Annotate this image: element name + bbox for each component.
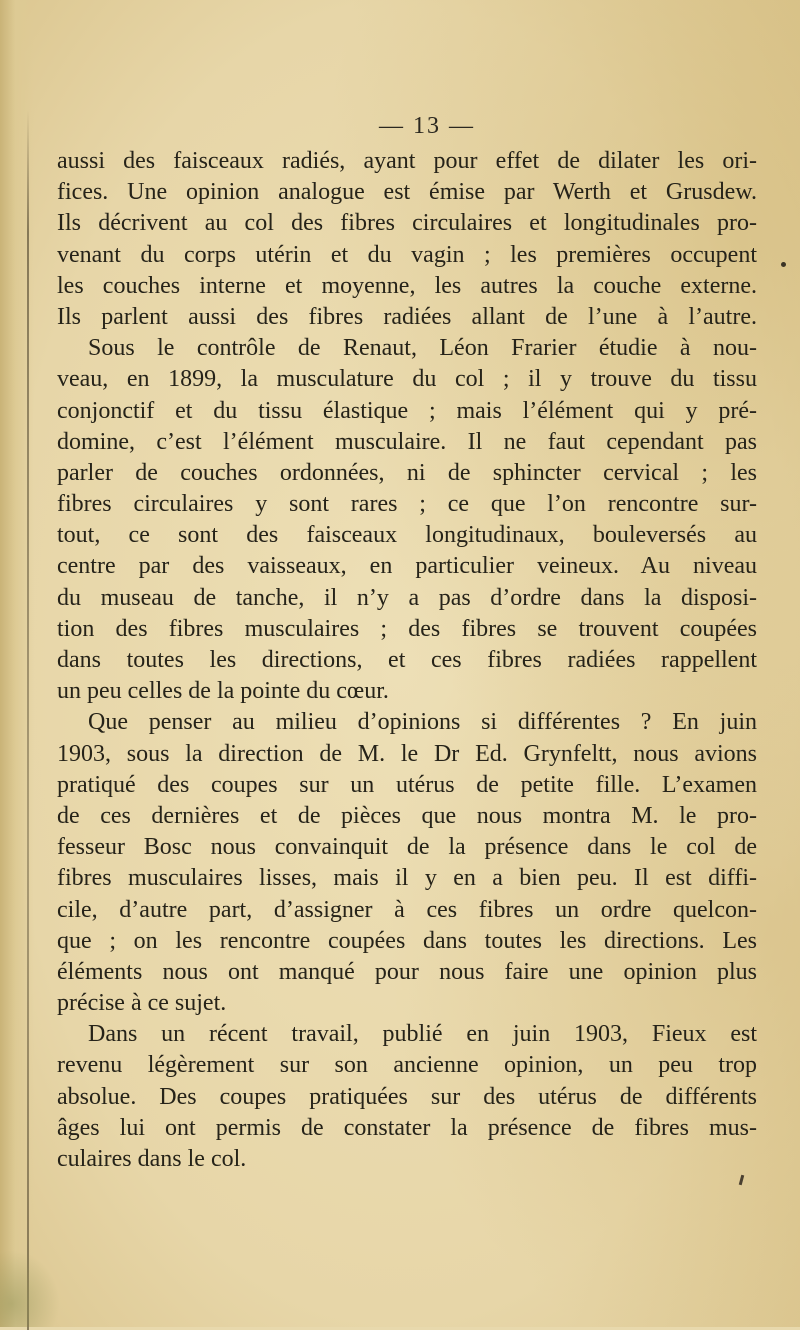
- text-line: domine, c’est l’élément musculaire. Il ne faut cependant pas: [57, 428, 757, 455]
- text-line: âges lui ont permis de constater la présence de fibres mus-: [57, 1114, 757, 1141]
- binding-shadow-line: [27, 110, 29, 1330]
- text-line: les couches interne et moyenne, les autres la couche externe.: [57, 272, 757, 299]
- text-line: centre par des vaisseaux, en particulier veineux. Au niveau: [57, 553, 757, 580]
- text-line: Ils décrivent au col des fibres circulaires et longitudinales pro-: [57, 210, 757, 237]
- text-line: un peu celles de la pointe du cœur.: [57, 678, 389, 705]
- text-line: revenu légèrement sur son ancienne opinion, un peu trop: [57, 1052, 757, 1079]
- text-line: veau, en 1899, la musculature du col ; il y trouve du tissu: [57, 366, 757, 393]
- paper-stain: [0, 1250, 60, 1327]
- text-line: éléments nous ont manqué pour nous faire une opinion plus: [57, 958, 757, 985]
- text-line: culaires dans le col.: [57, 1146, 247, 1172]
- text-line: venant du corps utérin et du vagin ; les premières occupent: [57, 241, 757, 268]
- text-line: fices. Une opinion analogue est émise par Werth et Grusdew.: [57, 179, 757, 206]
- text-line: précise à ce sujet.: [57, 990, 227, 1017]
- text-line: pratiqué des coupes sur un utérus de petite fille. L’examen: [57, 771, 757, 798]
- text-line: absolue. Des coupes pratiquées sur des utérus de différents: [57, 1083, 757, 1110]
- text-line: Que penser au milieu d’opinions si différentes ? En juin: [88, 709, 757, 736]
- page-number: — 13 —: [379, 113, 475, 139]
- text-line: cile, d’autre part, d’assigner à ces fibres un ordre quelcon-: [57, 896, 757, 923]
- text-line: aussi des faisceaux radiés, ayant pour effet de dilater les ori-: [57, 148, 757, 174]
- ink-speck: [781, 262, 786, 267]
- text-line: fesseur Bosc nous convainquit de la présence dans le col de: [57, 834, 757, 861]
- text-line: Ils parlent aussi des fibres radiées allant de l’une à l’autre.: [57, 303, 757, 330]
- text-line: tout, ce sont des faisceaux longitudinaux, bouleversés au: [57, 522, 757, 549]
- text-line: de ces dernières et de pièces que nous montra M. le pro-: [57, 802, 757, 829]
- text-line: parler de couches ordonnées, ni de sphincter cervical ; les: [57, 459, 757, 486]
- text-line: que ; on les rencontre coupées dans toutes les directions. Les: [57, 927, 757, 954]
- text-line: Dans un récent travail, publié en juin 1903, Fieux est: [88, 1021, 757, 1048]
- body-text: [57, 146, 757, 1175]
- pencil-mark: [739, 1175, 744, 1185]
- text-line: dans toutes les directions, et ces fibres radiées rappellent: [57, 647, 757, 673]
- text-line: conjonctif et du tissu élastique ; mais l’élément qui y pré-: [57, 397, 757, 424]
- text-line: Sous le contrôle de Renaut, Léon Frarier étudie à nou-: [88, 335, 757, 362]
- text-line: fibres musculaires lisses, mais il y en a bien peu. Il est diffi-: [57, 865, 757, 892]
- text-line: 1903, sous la direction de M. le Dr Ed. Grynfeltt, nous avions: [57, 740, 757, 767]
- text-line: du museau de tanche, il n’y a pas d’ordre dans la disposi-: [57, 584, 757, 611]
- text-line: fibres circulaires y sont rares ; ce que l’on rencontre sur-: [57, 491, 757, 518]
- text-line: tion des fibres musculaires ; des fibres se trouvent coupées: [57, 615, 757, 642]
